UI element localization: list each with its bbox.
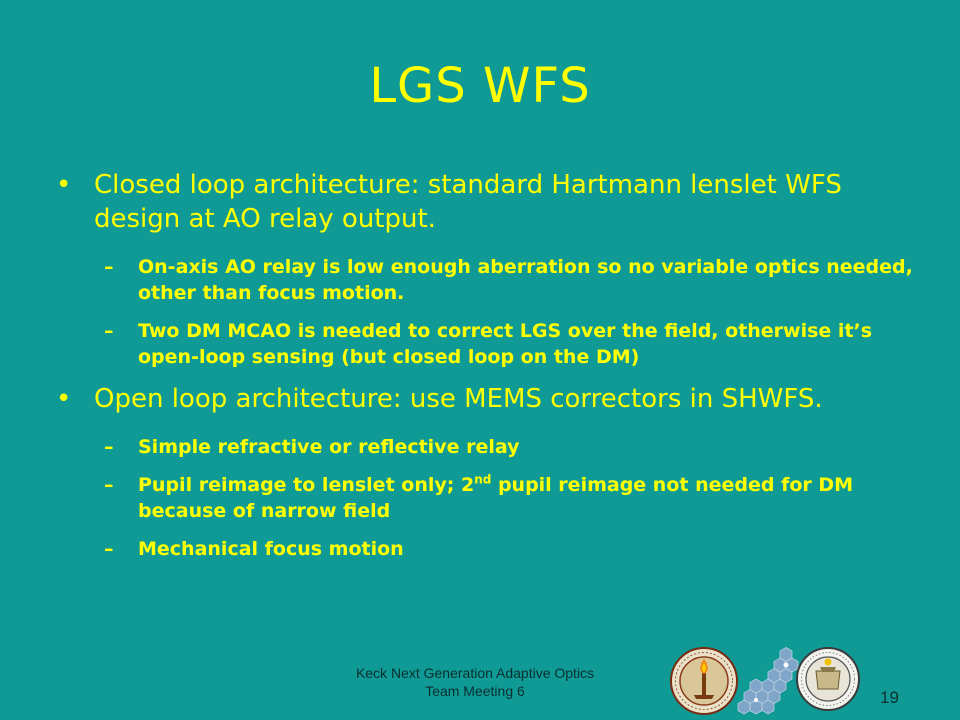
subitem-relay xyxy=(52,434,924,460)
subitem-pupil-reimage xyxy=(52,472,924,524)
subitem-text-before: Pupil reimage to lenslet only; 2 xyxy=(138,474,475,496)
page-number: 19 xyxy=(880,688,899,707)
subitem-text: Simple refractive or reflective relay xyxy=(138,436,520,458)
logos xyxy=(668,645,864,717)
subitem-text: Two DM MCAO is needed to correct LGS over the field, otherwise it’s open-loop sensing (but closed loop on the DM) xyxy=(138,320,873,368)
subitem-on-axis xyxy=(52,254,924,306)
subitem-text: Mechanical focus motion xyxy=(138,538,404,560)
caltech-seal-icon xyxy=(671,648,737,714)
slide-footer xyxy=(300,664,650,700)
subitem-text-after: pupil reimage not needed for DM because of narrow field xyxy=(138,474,854,522)
subitem-focus-motion xyxy=(52,536,924,562)
subitem-text: On-axis AO relay is low enough aberration so no variable optics needed, other than focus motion. xyxy=(138,256,913,304)
bullet-closed-loop xyxy=(52,168,924,236)
slide-content xyxy=(52,168,924,574)
bullet-text: Closed loop architecture: standard Hartmann lenslet WFS design at AO relay output. xyxy=(94,170,842,234)
footer-line-1: Keck Next Generation Adaptive Optics xyxy=(355,665,595,681)
footer-line-2: Team Meeting 6 xyxy=(425,683,525,699)
dash-mark: – xyxy=(104,474,114,496)
dash-mark: – xyxy=(104,256,114,278)
subitem-two-dm xyxy=(52,318,924,370)
uc-seal-icon xyxy=(797,648,859,710)
bullet-mark: • xyxy=(56,384,72,414)
bullet-open-loop xyxy=(52,382,924,416)
dash-mark: – xyxy=(104,436,114,458)
keck-mirror-segments-icon xyxy=(738,648,798,715)
bullet-text: Open loop architecture: use MEMS correctors in SHWFS. xyxy=(94,384,823,414)
dash-mark: – xyxy=(104,538,114,560)
bullet-mark: • xyxy=(56,170,72,200)
dash-mark: – xyxy=(104,320,114,342)
subitem-text xyxy=(138,474,853,522)
slide-title: LGS WFS xyxy=(369,58,591,114)
ordinal-superscript: nd xyxy=(474,472,492,487)
